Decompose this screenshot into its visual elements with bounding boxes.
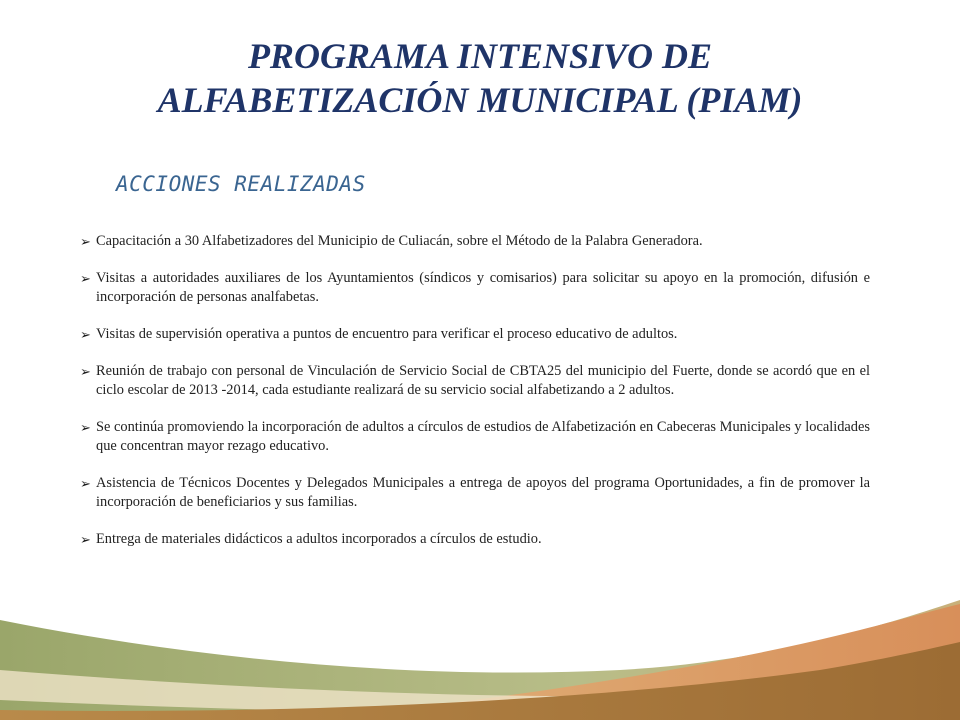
list-item-text: Reunión de trabajo con personal de Vinculación de Servicio Social de CBTA25 del municipio del Fuerte, donde se acordó que en el ciclo escolar de 2013 -2014, cada estudiante realizará de su servicio social alfabetizando a 2 adultos. xyxy=(96,363,870,398)
arrow-bullet-icon: ➢ xyxy=(80,364,91,379)
arrow-bullet-icon: ➢ xyxy=(80,271,91,286)
arrow-bullet-icon: ➢ xyxy=(80,420,91,435)
list-item-text: Se continúa promoviendo la incorporación de adultos a círculos de estudios de Alfabetización en Cabeceras Municipales y localidades que concentran mayor rezago educativo. xyxy=(96,419,870,454)
arrow-bullet-icon: ➢ xyxy=(80,476,91,491)
arrow-bullet-icon: ➢ xyxy=(80,234,91,249)
section-subtitle: ACCIONES REALIZADAS xyxy=(116,172,366,196)
actions-list xyxy=(80,232,870,567)
list-item-text: Visitas a autoridades auxiliares de los Ayuntamientos (síndicos y comisarios) para solicitar su apoyo en la promoción, difusión e incorporación de personas analfabetas. xyxy=(96,270,870,305)
title-line-2: ALFABETIZACIÓN MUNICIPAL (PIAM) xyxy=(157,80,803,120)
list-item-text: Asistencia de Técnicos Docentes y Delegados Municipales a entrega de apoyos del programa Oportunidades, a fin de promover la incorporación de beneficiarios y sus familias. xyxy=(96,475,870,510)
title-line-1: PROGRAMA INTENSIVO DE xyxy=(247,36,713,76)
list-item-text: Visitas de supervisión operativa a puntos de encuentro para verificar el proceso educativo de adultos. xyxy=(96,326,678,342)
arrow-bullet-icon: ➢ xyxy=(80,327,91,342)
list-item xyxy=(80,325,870,344)
list-item xyxy=(80,232,870,251)
decorative-wave-footer xyxy=(0,560,960,720)
list-item xyxy=(80,474,870,512)
list-item xyxy=(80,530,870,549)
list-item-text: Entrega de materiales didácticos a adultos incorporados a círculos de estudio. xyxy=(96,531,542,547)
list-item xyxy=(80,418,870,456)
slide-title xyxy=(0,34,960,122)
arrow-bullet-icon: ➢ xyxy=(80,532,91,547)
list-item xyxy=(80,269,870,307)
list-item xyxy=(80,362,870,400)
list-item-text: Capacitación a 30 Alfabetizadores del Municipio de Culiacán, sobre el Método de la Palabra Generadora. xyxy=(96,233,703,249)
